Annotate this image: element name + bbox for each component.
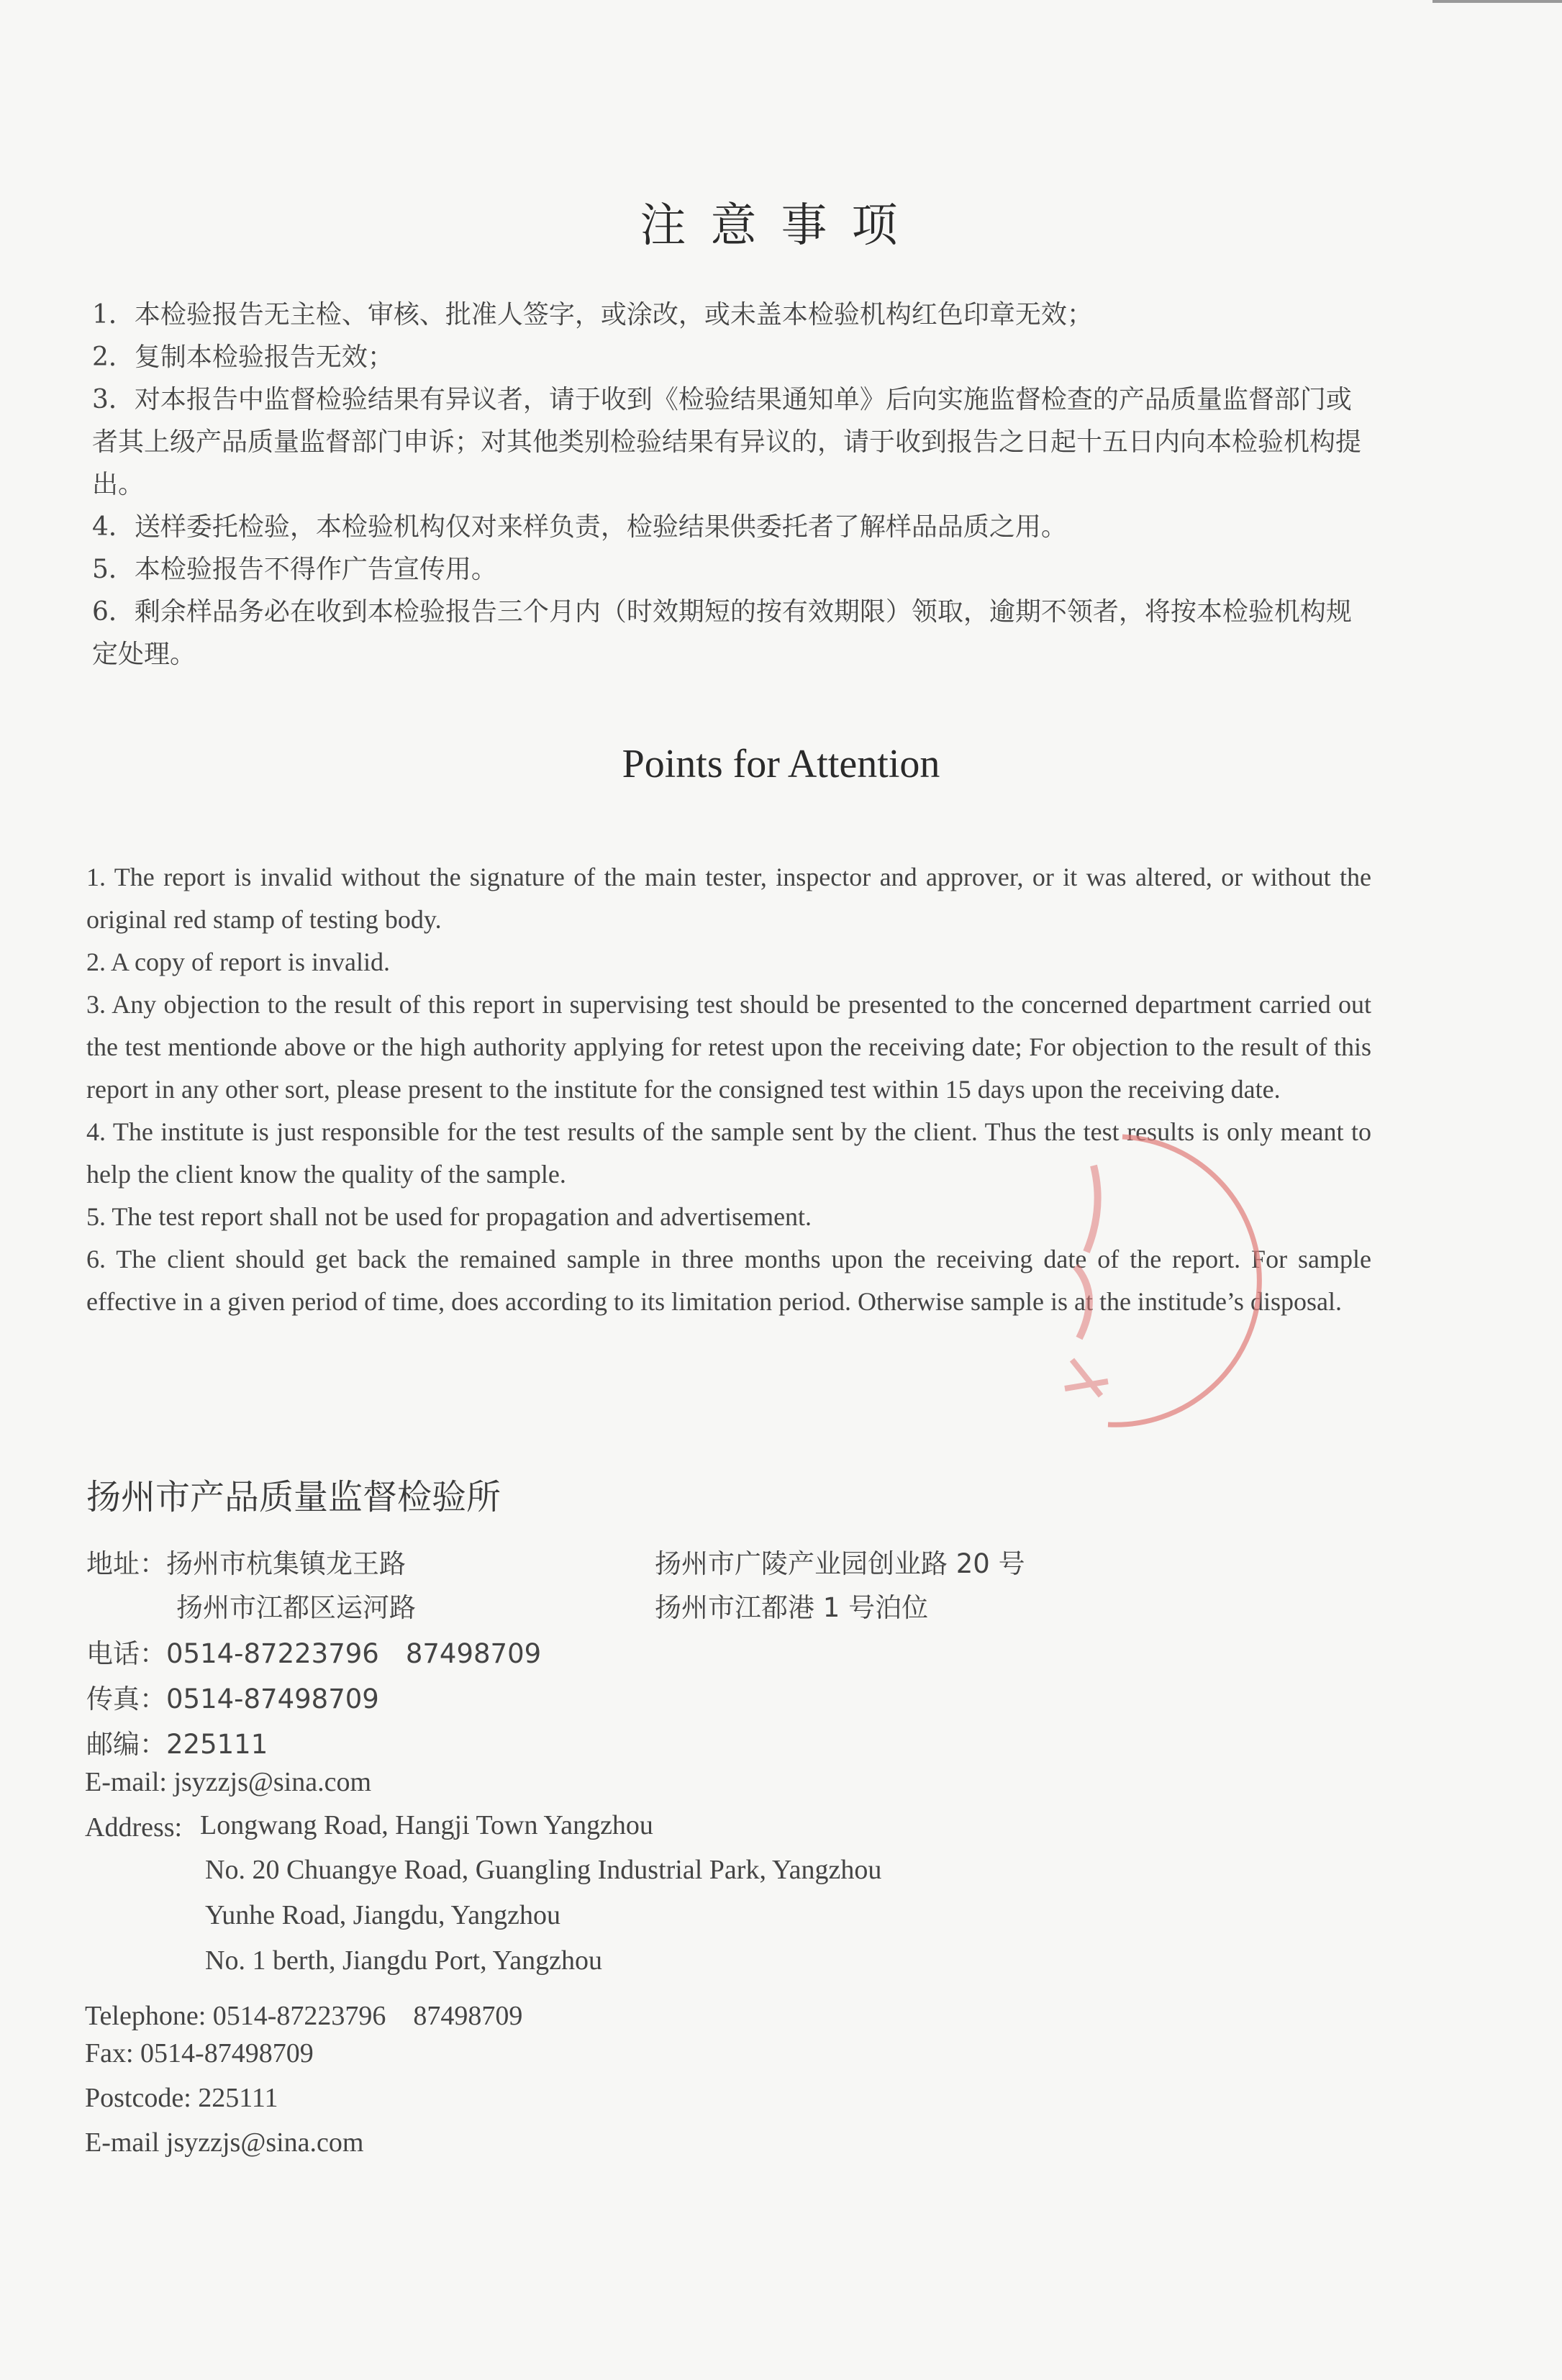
en-postcode-row: Postcode: 225111 xyxy=(85,2083,278,2113)
en-email-row-2: E-mail jsyzzjs@sina.com xyxy=(85,2127,364,2158)
cn-item: 6．剩余样品务必在收到本检验报告三个月内（时效期短的按有效期限）领取，逾期不领者，将按本检验机构规定处理。 xyxy=(92,597,1352,669)
en-address-line-3: Yunhe Road, Jiangdu, Yangzhou xyxy=(205,1900,560,1930)
en-address-label: Address: xyxy=(85,1812,183,1843)
phone-value: 0514-87223796 87498709 xyxy=(166,1638,542,1669)
en-email-row: E-mail: jsyzzjs@sina.com xyxy=(85,1767,372,1797)
cn-item: 3．对本报告中监督检验结果有异议者，请于收到《检验结果通知单》后向实施监督检查的产品质量监督部门或者其上级产品质量监督部门申诉；对其他类别检验结果有异议的，请于收到报告之日起十五日内向本检验机构提出。 xyxy=(92,385,1362,499)
cn-item: 2．复制本检验报告无效； xyxy=(92,342,394,372)
en-address-line-4: No. 1 berth, Jiangdu Port, Yangzhou xyxy=(205,1945,603,1976)
en-item: 5. The test report shall not be used for propagation and advertisement. xyxy=(86,1202,812,1231)
red-seal-stamp xyxy=(1036,1122,1324,1439)
organization-name: 扬州市产品质量监督检验所 xyxy=(86,1477,501,1517)
scan-edge xyxy=(1432,0,1562,3)
address-line: 扬州市杭集镇龙王路 xyxy=(166,1548,406,1579)
en-item: 3. Any objection to the result of this report in supervising test should be presented to the concerned department carried out the test mentionde above or the high authority applying for retest upon the receiving date; For objection to the result of this report in any other sort, please present to the institute for the consigned test within 15 days upon the receiving date. xyxy=(86,990,1371,1104)
address-label: 地址： xyxy=(86,1548,166,1579)
en-title: Points for Attention xyxy=(622,742,940,786)
en-item: 4. The institute is just responsible for the test results of the sample sent by the client. Thus the test results is only meant to help the client know the quality of the sample. xyxy=(86,1117,1371,1189)
cn-phone-row xyxy=(86,1632,541,1671)
cn-address-line-3: 扬州市江都区运河路 xyxy=(176,1592,416,1623)
en-fax-row: Fax: 0514-87498709 xyxy=(85,2038,314,2068)
cn-address-row-1 xyxy=(86,1542,406,1581)
fax-value: 0514-87498709 xyxy=(166,1684,379,1714)
en-item: 2. A copy of report is invalid. xyxy=(86,948,390,976)
postcode-value: 225111 xyxy=(166,1729,268,1760)
cn-title: 注意事项 xyxy=(640,199,922,253)
cn-item: 4．送样委托检验，本检验机构仅对来样负责，检验结果供委托者了解样品品质之用。 xyxy=(92,512,1067,542)
en-address-line-1: Longwang Road, Hangji Town Yangzhou xyxy=(200,1810,653,1840)
en-telephone-row: Telephone: 0514-87223796 87498709 xyxy=(85,2001,523,2031)
cn-item: 1．本检验报告无主检、审核、批准人签字，或涂改，或未盖本检验机构红色印章无效； xyxy=(92,300,1093,330)
cn-notice-list xyxy=(92,294,1366,676)
cn-fax-row xyxy=(86,1677,379,1716)
en-item: 1. The report is invalid without the signature of the main tester, inspector and approver, or it was altered, or without the original red stamp of testing body. xyxy=(86,863,1371,934)
cn-postcode-row xyxy=(86,1722,268,1761)
fax-label: 传真： xyxy=(86,1684,166,1714)
cn-item: 5．本检验报告不得作广告宣传用。 xyxy=(92,555,497,584)
phone-label: 电话： xyxy=(86,1638,166,1669)
en-item: 6. The client should get back the remained sample in three months upon the receiving date of the report. For sample effective in a given period of time, does according to its limitation period. Otherwise sample is at the institude’s disposal. xyxy=(86,1245,1371,1316)
cn-address-line-2: 扬州市广陵产业园创业路 20 号 xyxy=(655,1548,1025,1579)
en-address-line-2: No. 20 Chuangye Road, Guangling Industrial Park, Yangzhou xyxy=(205,1855,882,1885)
cn-address-line-4: 扬州市江都港 1 号泊位 xyxy=(655,1592,929,1623)
postcode-label: 邮编： xyxy=(86,1729,166,1760)
